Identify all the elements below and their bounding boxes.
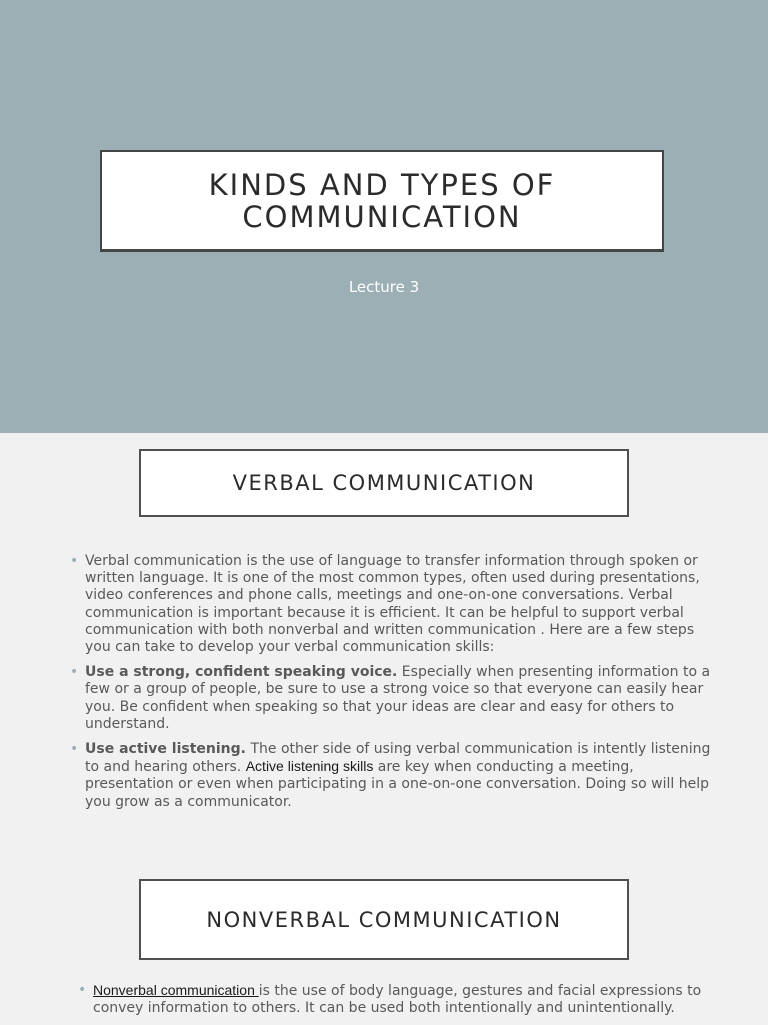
active-listening-link[interactable]: Active listening skills (245, 758, 374, 775)
list-item (93, 982, 721, 1017)
bullet-bold-lead: Use a strong, confident speaking voice. (85, 664, 398, 681)
slide-title: KINDS AND TYPES OF COMMUNICATION (208, 167, 556, 234)
heading-text: NONVERBAL COMMUNICATION (206, 907, 562, 932)
list-item (85, 664, 720, 733)
verbal-bullet-list (85, 553, 720, 819)
bullet-text: Especially when presenting information to a few or a group of people, be sure to use a strong voice so that everyone can easily hear you. Be confident when speaking so that your ideas are clear and easy for others to understand. (85, 664, 711, 732)
verbal-communication-slide (0, 433, 768, 1024)
section-heading-nonverbal (139, 879, 629, 960)
bullet-text: are key when conducting a meeting, presentation or even when participating in a one-on-one conversation. Doing so will help you grow as a communicator. (85, 759, 709, 810)
slide-subtitle: Lecture 3 (348, 278, 420, 296)
list-item (85, 553, 720, 656)
nonverbal-communication-link[interactable]: Nonverbal communication (93, 982, 259, 998)
bullet-text: The other side of using verbal communication is intently listening to and hearing others. (85, 741, 711, 776)
list-item (85, 741, 720, 811)
bullet-bold-lead: Use active listening. (85, 741, 246, 758)
bullet-text: is the use of body language, gestures and facial expressions to convey information to others. It can be used both intentionally and unintentionally. (93, 983, 702, 1017)
section-heading-verbal (139, 449, 629, 517)
bullet-text: Verbal communication is the use of language to transfer information through spoken or written language. It is one of the most common types, often used during presentations, video conferences and phone calls, meetings and one-on-one conversations. Verbal communication is important because it is efficient. It can be helpful to support verbal communication with both nonverbal and written communication . Here are a few steps you can take to develop your verbal communication skills: (85, 553, 700, 656)
heading-text: VERBAL COMMUNICATION (232, 471, 536, 495)
nonverbal-bullet-list (93, 982, 721, 1025)
title-box (100, 150, 664, 252)
title-slide (0, 0, 768, 433)
